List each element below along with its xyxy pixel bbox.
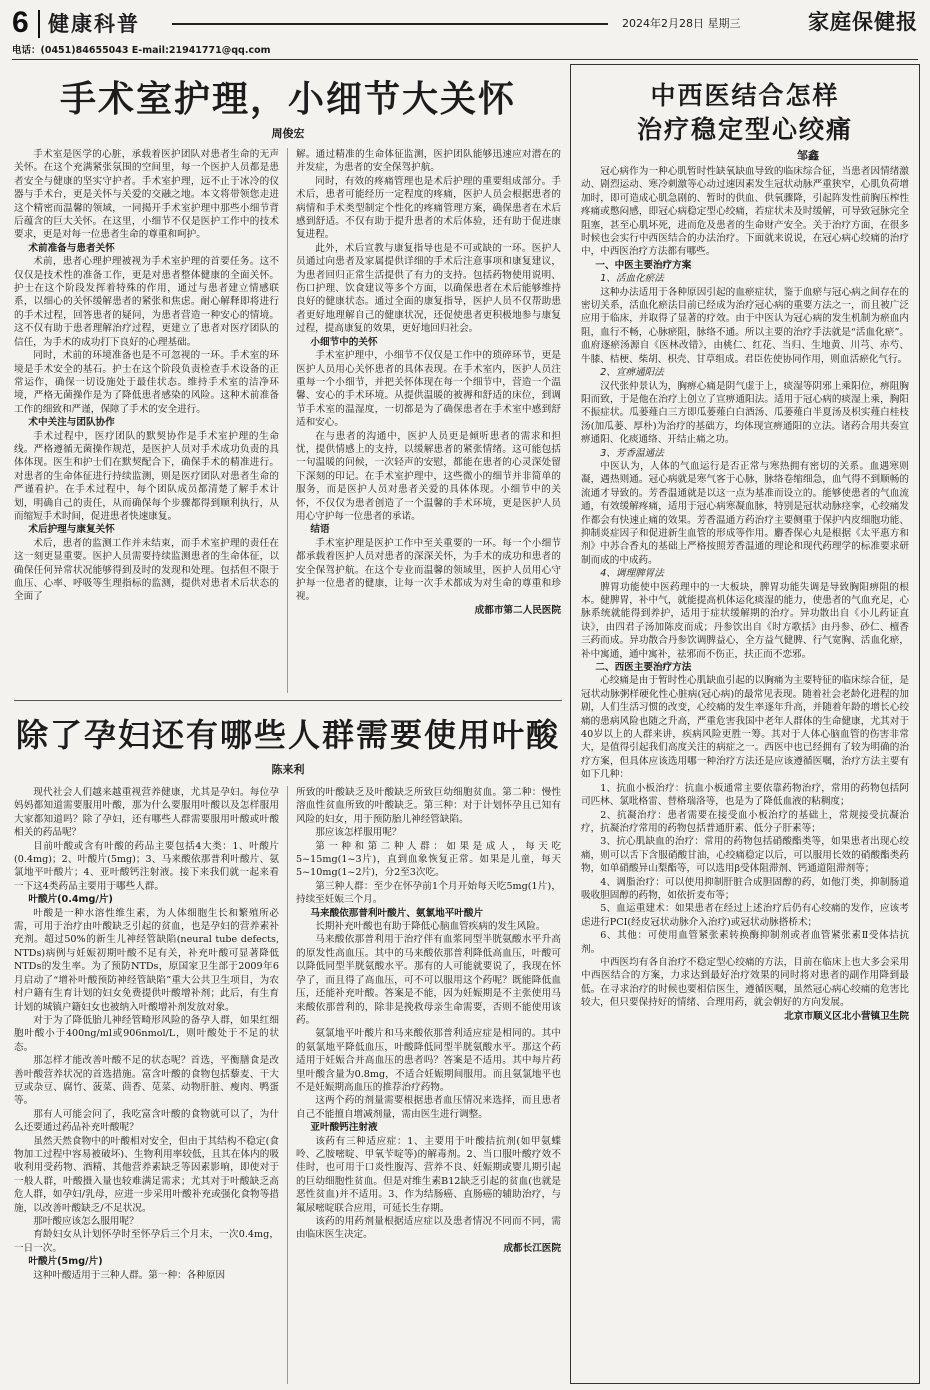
- source-credit: 成都长江医院: [503, 1242, 561, 1254]
- sub-subheading: 1、活血化瘀法: [600, 273, 664, 285]
- paragraph: 氨氯地平叶酸片和马来酸依那普利适应症是相同的。其中的氨氯地平降低血压，叶酸降低同型半胱氨酸水平。那这个药适用于妊娠合并高血压的患者吗？答案是不适用。其中每片药里叶酸含量为0.8mg，不适合妊娠期间服用。而且氨氯地平也不是妊娠期高血压的推荐治疗药物。: [296, 1028, 561, 1093]
- masthead-separator: [38, 10, 40, 38]
- sub-subheading: 2、宣痹通阳法: [600, 367, 664, 379]
- paragraph: 那应该怎样服用呢？: [315, 827, 402, 839]
- subheading: 一、中医主要治疗方案: [595, 259, 692, 271]
- subheading: 结语: [310, 524, 330, 536]
- paragraph: 6、其他：可使用血管紧张素转换酶抑制剂或者血管紧张素Ⅱ受体拮抗剂。: [581, 930, 909, 955]
- contact-rule: [12, 59, 918, 60]
- paragraph: 同时，术前的环境准备也是不可忽视的一环。手术室的环境是手术安全的基石。护士在这个阶段负责检查手术设备的正常运作，确保一切设施处于最佳状态。维持手术室的洁净环境，严格无菌操作是为了降低患者感染的风险。这种术前准备工作的细致和严谨，保障了手术的安全进行。: [14, 350, 279, 415]
- paragraph: 这种办法适用于各种原因引起的血瘀症状，鉴于血瘀与冠心病之间存在的密切关系，活血化瘀法目前已经成为治疗冠心病的重要方法之一，而且被广泛应用于临床，并取得了显著的疗效。由于中医认为冠心病的发生机制为瘀血内阻，血行不畅，心脉瘀阻，脉络不通。所以主要的治疗手法就是“活血化瘀”。血府逐瘀汤源自《医林改错》，由桃仁、红花、当归、生地黄、川芎、赤芍、牛膝、桔梗、柴胡、枳壳、甘草组成。君臣佐使协同作用，则血活瘀化气行。: [581, 286, 909, 365]
- paragraph: 虽然天然食物中的叶酸相对安全，但由于其结构不稳定(食物加工过程中容易被破坏)、生物利用率较低，且其在体内的吸收利用受药物、酒精、其他营养素缺乏等因素影响，即使对于一般人群，叶酸摄入量也较难满足需求；尤其对于叶酸缺乏高危人群，如孕妇/乳母，应进一步采用叶酸补充或强化食物等措施，以改善叶酸缺乏/不足状况。: [14, 1135, 279, 1214]
- article2-column-2: [296, 786, 561, 1384]
- paragraph: 目前叶酸或含有叶酸的药品主要包括4大类：1、叶酸片(0.4mg)；2、叶酸片(5mg)；3、马来酸依那普利叶酸片、氨氯地平叶酸片；4、亚叶酸钙注射液。接下来我们就一起来看一下这4类药品主要用于哪些人群。: [14, 840, 279, 892]
- contact-info: 电话：(0451)84655043 E-mail:21941771@qq.com: [12, 45, 271, 56]
- article1-title: 手术室护理，小细节大关怀: [59, 78, 516, 120]
- article2-author: 陈来利: [271, 763, 305, 776]
- paragraph: 现代社会人们越来越重视营养健康，尤其是孕妇。每位孕妈妈都知道需要服用叶酸，那为什么要服用叶酸以及怎样服用大家都知道吗？除了孕妇，还有哪些人群需要服用叶酸或叶酸相关的药品呢？: [14, 787, 279, 839]
- article3-title-line1: 中西医结合怎样: [650, 81, 840, 110]
- article3-box: [570, 64, 920, 1384]
- paragraph: 育龄妇女从计划怀孕时至怀孕后三个月末，一次0.4mg，一日一次。: [14, 1229, 279, 1254]
- paragraph: 长期补充叶酸也有助于降低心脑血管疾病的发生风险。: [315, 921, 546, 933]
- masthead: [12, 6, 918, 42]
- page-number: 6: [12, 6, 29, 39]
- article2-column-1: [14, 786, 279, 1384]
- paragraph: 第三种人群：至少在怀孕前1个月开始每天吃5mg(1片)，持续至妊娠三个月。: [296, 880, 561, 906]
- paragraph: 第一种和第二种人群：如果是成人，每天吃5~15mg(1~3片)，直到血象恢复正常。如果是儿童，每天5~10mg(1~2片)，分2至3次吃。: [296, 840, 561, 879]
- paragraph: 汉代张仲景认为，胸痹心痛是阴气虚于上，痰湿等阴邪上乘阳位，痹阻胸阳而致，于是他在治疗上创立了宣痹通阳法。适用于冠心病的痰湿上乘，胸阳不振症状。瓜蒌薤白三方即瓜蒌薤白白酒汤、瓜蒌薤白半夏汤及枳实薤白桂枝汤(加瓜蒌、厚朴)为治疗的基础方，均体现宣痹通阳的立法。诸药合用共奏宣痹通阳、化痰通络、开结止痛之功。: [581, 380, 909, 446]
- article3-body: [581, 165, 909, 1377]
- paragraph: 4、调脂治疗：可以使用抑制肝脏合成胆固醇的药，如他汀类，抑制肠道吸收胆固醇的药物，如依折麦布等；: [581, 876, 909, 901]
- paragraph: 该药的用药剂量根据适应症以及患者情况不同而不同，需由临床医生决定。: [296, 1216, 561, 1241]
- newspaper-name: 家庭保健报: [808, 9, 918, 34]
- paragraph: 1、抗血小板治疗：抗血小板通常主要依靠药物治疗，常用的药物包括阿司匹林、氯吡格雷、替格瑞洛等，也是为了降低血液的粘稠度；: [581, 782, 909, 808]
- paragraph: 手术室护理中，小细节不仅仅是工作中的琐碎环节，更是医护人员用心关怀患者的具体表现。在手术室内，医护人员注重每一个小细节，并把关怀体现在每一个细节中，营造一个温馨、安心的手术环境。从提供温暖的被褥和舒适的床位，到调节手术室的温湿度，一切都是为了确保患者在手术室中感到舒适和安心。: [296, 350, 561, 429]
- paragraph: 2、抗凝治疗：患者需要在接受血小板治疗的基础上，常规接受抗凝治疗，抗凝治疗常用的药物包括普通肝素、低分子肝素等；: [581, 809, 909, 834]
- paragraph: 术前，患者心理护理被视为手术室护理的首要任务。这不仅仅是技术性的准备工作，更是对患者整体健康的全面关怀。护士在这个阶段发挥着特殊的作用，通过与患者建立情感联系，以细心的关怀缓解患者的紧张和焦虑。耐心解释即将进行的手术过程，回答患者的疑问，为患者营造一种安心的情境。这不仅有助于患者理解治疗过程，更建立了患者对医疗团队的信任，为手术的成功打下良好的心理基础。: [14, 256, 279, 348]
- sub-subheading: 3、芳香温通法: [600, 447, 664, 459]
- paragraph: 那怎样才能改善叶酸不足的状态呢？首选，平衡膳食是改善叶酸营养状况的首选措施。富含叶酸的食物包括藜麦、干大豆或杂豆、腐竹、菠菜、茴香、苋菜、动物肝脏、瘦肉、鸭蛋等。: [14, 1055, 279, 1107]
- paragraph: 中医认为，人体的气血运行是否正常与寒热拥有密切的关系。血遇寒则凝，遇热则通。冠心病就是寒气客于心脉，脉络卷缩细急，血气得不到顺畅的流通才导致的。芳香温通就是以这一点为基准而设立的。能够使患者的气血流通，有效缓解疼痛，适用于冠心病寒凝血脉，特别是冠状动脉痉挛，心绞痛发作都会有快速止痛的效果。芳香温通方药治疗主要侧重于保护内皮细胞功能、抑制炎症因子和促进新生血管的形成等作用。麝香保心丸是根据《太平惠方和剂》中苏合香丸的基础上严格按照芳香温通的理论和现代药理学的标准要求研制而成的中成药。: [581, 460, 909, 566]
- paragraph: 术后，患者的监测工作并未结束，而手术室护理的责任在这一刻更显重要。医护人员需要持续监测患者的生命体征，以确保任何异常状况能够得到及时的发现和处理。包括但不限于血压、心率、呼吸等生理指标的监测，提供对患者术后状态的全面了: [14, 537, 279, 603]
- subheading: 叶酸片(0.4mg/片): [28, 894, 113, 906]
- paragraph: 这两个药的剂量需要根据患者血压情况来选择，而且患者自己不能擅自增减剂量，需由医生进行调整。: [296, 1095, 561, 1120]
- paragraph: 叶酸是一种水溶性维生素，为人体细胞生长和繁殖所必需，可用于治疗由叶酸缺乏引起的贫血，也是孕妇的营养素补充剂。超过50%的新生儿神经管缺陷(neural tube defects, NTDs)病例与妊娠初期叶酸不足有关，补充叶酸可显著降低NTDs的发生率。为了预防NTDs，原国家卫生部于2009年6月启动了“增补叶酸预防神经管缺陷”重大公共卫生项目，为农村户籍有生育计划的妇女免费提供叶酸增补剂；此后，有生育计划的城镇户籍妇女也被纳入叶酸增补剂发放对象。: [14, 907, 279, 1013]
- paragraph: 该药有三种适应症：1、主要用于叶酸拮抗剂(如甲氨蝶呤、乙胺嘧啶、甲氧苄啶等)的解毒剂。2、当口服叶酸疗效不佳时，也可用于口炎性腹泻、营养不良、妊娠期或婴儿期引起的巨幼细胞性贫血。但是对维生素B12缺乏引起的贫血(也就是恶性贫血)并不适用。3、作为结肠癌、直肠癌的辅助治疗，与氟尿嘧啶联合应用，可延长生存期。: [296, 1135, 561, 1214]
- source-credit: 成都市第二人民医院: [474, 604, 561, 616]
- article2-column-divider: [287, 786, 288, 1384]
- masthead-rule: [172, 23, 608, 25]
- paragraph: 对于为了降低胎儿神经管畸形风险的备孕人群，如果红细胞叶酸小于400ng/ml或906nmol/L，则叶酸处于不足的状态。: [14, 1014, 279, 1053]
- paragraph: 解。通过精准的生命体征监测，医护团队能够迅速应对潜在的并发症，为患者的安全保驾护航。: [296, 149, 561, 174]
- issue-date: 2024年2月28日 星期三: [622, 17, 741, 30]
- source-credit: 北京市顺义区北小营镇卫生院: [784, 1010, 909, 1022]
- subheading: 术后护理与康复关怀: [28, 524, 115, 536]
- article3-author: 邹鑫: [797, 149, 819, 162]
- paragraph: 此外，术后宣教与康复指导也是不可或缺的一环。医护人员通过向患者及家属提供详细的手术后注意事项和康复建议，为患者回归正常生活提供了有力的支持。包括药物使用说明、伤口护理、饮食建议等多个方面，以确保患者在术后能够维持良好的健康状态。通过全面的康复指导，医护人员不仅帮助患者更好地理解自己的健康状况，还促使患者更积极地参与康复过程，提高康复的效果，更好地回归社会。: [296, 242, 561, 335]
- subheading: 亚叶酸钙注射液: [310, 1122, 378, 1134]
- paragraph: 马来酸依那普利用于治疗伴有血浆同型半胱氨酸水平升高的原发性高血压。其中的马来酸依那普利降低高血压，叶酸可以降低同型半胱氨酸水平。那有的人可能就要说了，我现在怀孕了，而且得了高血压，可不可以服用这个药呢？既能降低血压，还能补充叶酸。答案是不能，因为妊娠期是不主张使用马来酸依那普利的，除非是挽救母亲生命需要，否则不能使用该药。: [296, 934, 561, 1026]
- paragraph: 中西医均有各自治疗不稳定型心绞痛的方法，目前在临床上也大多会采用中西医结合的方案，力求达到最好治疗效果的同时将对患者的副作用降到最低。在寻求治疗的时候也要相信医生，遵循医嘱，虽然冠心病心绞痛的危害比较大，但只要保持好的情绪、合理用药，就会朝好的方向发展。: [581, 956, 909, 1009]
- article-separator: [14, 700, 562, 701]
- article1-column-divider: [287, 148, 288, 693]
- paragraph: 所致的叶酸缺乏及叶酸缺乏所致巨幼细胞贫血。第二种：慢性溶血性贫血所致的叶酸缺乏。第三种：对于计划怀孕且已知有风险的妇女，用于预防胎儿神经管缺陷。: [296, 787, 561, 825]
- sub-subheading: 4、调理脾胃法: [600, 568, 664, 580]
- article2-title: 除了孕妇还有哪些人群需要使用叶酸: [15, 716, 560, 754]
- paragraph: 冠心病作为一种心肌暂时性缺氧缺血导致的临床综合征，当患者因情绪激动、剧烈运动、寒冷刺激等心动过速因素发生冠状动脉严重狭窄，心肌负荷增加时，即可造成心肌急剧的、暂时的供血、供氧骤降，引起阵发性前胸压榨性疼痛或憋闷感，即冠心病稳定型心绞痛，若症状未及时缓解，可导致冠脉完全阻塞，甚至心肌坏死，进而危及患者的生命财产安全。关于治疗方面，在很多时候也会实行中西医结合的办法治疗。下面就来说说，在冠心病心绞痛的治疗中，中西医治疗方法都有哪些。: [581, 166, 909, 258]
- subheading: 叶酸片(5mg/片): [28, 1256, 103, 1268]
- article3-title-line2: 治疗稳定型心绞痛: [636, 115, 853, 144]
- subheading: 术中关注与团队协作: [28, 417, 115, 429]
- paragraph: 手术室是医学的心脏，承载着医护团队对患者生命的无声关怀。在这个充满紧张氛围的空间里，每一个医护人员都是患者安全与健康的坚实守护者。手术室护理，远不止于冰冷的仪器与手术台，更是关怀与关爱的交融之地。本文将带领您走进这个精密而温馨的领域，一同揭开手术室护理中那些小细节背后蕴含的巨大关怀。在这里，小细节不仅是医护工作中的技术要求，更是对每一位患者生命的尊重和呵护。: [14, 149, 279, 241]
- article1-column-2: [296, 148, 561, 693]
- subheading: 小细节中的关怀: [310, 336, 378, 348]
- paragraph: 同时，有效的疼痛管理也是术后护理的重要组成部分。手术后，患者可能经历一定程度的疼痛，医护人员会根据患者的病情和手术类型制定个性化的疼痛管理方案，确保患者在术后感到舒适。不仅有助于提升患者的术后体验，还有助于促进康复进程。: [296, 175, 561, 241]
- section-name: 健康科普: [48, 11, 140, 36]
- paragraph: 心绞痛是由于暂时性心肌缺血引起的以胸痛为主要特征的临床综合征，是冠状动脉粥样硬化性心脏病(冠心病)的最常见表现。随着社会老龄化进程的加剧，人们生活习惯的改变，心绞痛的发生率逐年升高，并随着年龄的增长心绞痛的患病风险也随之升高，严重危害我国中老年人群体的生命健康，尤其对于40岁以上的人群来讲，疾病风险更胜一筹。其对于人体心脑血管的伤害非常大，是值得引起我们高度关注的病症之一。西医中也已经拥有了较为明确的治疗方案，但具体应该选用哪一种治疗方法还是应该遵循医嘱，治疗方法主要有如下几种：: [581, 675, 909, 781]
- paragraph: 这种叶酸适用于三种人群。第一种：各种原因: [33, 1269, 226, 1281]
- paragraph: 手术室护理是医护工作中至关重要的一环。每一个小细节都承载着医护人员对患者的深深关怀，为手术的成功和患者的安全保驾护航。在这个专业而温馨的领域里，医护人员用心守护每一位患者的健康，让每一次手术都成为对生命的尊重和珍视。: [296, 537, 561, 603]
- paragraph: 3、抗心肌缺血的治疗：常用的药物包括硝酸酯类等，如果患者出现心绞痛，则可以舌下含服硝酸甘油，心绞痛稳定以后，可以服用长效的硝酸酯类药物，如单硝酸异山梨酯等，可以选用β受体阻滞剂、钙通道阻滞剂等；: [581, 836, 909, 875]
- subheading: 术前准备与患者关怀: [28, 242, 115, 254]
- paragraph: 5、血运重建术：如果患者在经过上述治疗后仍有心绞痛的发作，应该考虑进行PCI(经皮冠状动脉介入治疗)或冠状动脉搭桥术；: [581, 903, 909, 928]
- paragraph: 脾胃功能使中医药理中的一大板块，脾胃功能失调是导致胸阳痹阻的根本。健脾胃，补中气，就能提高机体运化痰湿的能力，使患者的气血充足，心脉系统就能得到养护，适用于症状缓解期的治疗。异功散出自《小儿药证直诀》，由四君子汤加陈皮而成；丹参饮出自《时方歌括》由丹参、砂仁、檀香三药而成。异功散合丹参饮调脾益心，全方益气健脾、行气宽胸、活血化瘀，补中寓通，通中寓补，祛邪而不伤正，扶正而不恋邪。: [581, 581, 909, 660]
- paragraph: 手术过程中，医疗团队的默契协作是手术室护理的生命线。严格遵循无菌操作规范，是医护人员对手术成功负责的具体体现。医生和护士们在默契配合下，确保手术的精准进行。对患者的生命体征进行持续监测，则是医疗团队对患者生命的严谨看护。在手术过程中，每个团队成员都清楚了解手术计划，明确自己的责任，从而确保每个步骤都得到顺利执行，从而缩短手术时间，促进患者快速康复。: [14, 430, 279, 522]
- paragraph: 那有人可能会问了，我吃富含叶酸的食物就可以了，为什么还要通过药品补充叶酸呢？: [14, 1108, 279, 1134]
- article1-author: 周俊宏: [271, 127, 305, 140]
- paragraph: 那叶酸应该怎么服用呢？: [33, 1216, 139, 1227]
- paragraph: 在与患者的沟通中，医护人员更是倾听患者的需求和担忧，提供情感上的支持，以缓解患者的紧张情绪。这可能包括一句温暖的问候，一次轻声的安慰，都能在患者的心灵深处留下深刻的印记。在手术室护理中，这些微小的细节并非简单的服务，而是医护人员对患者关爱的具体体现。小细节中的关怀，不仅仅为患者创造了一个温馨的手术环境，更是医护人员用心守护每一位患者的承诺。: [296, 430, 561, 522]
- article1-column-1: [14, 148, 279, 693]
- subheading: 二、西医主要治疗方法: [595, 662, 692, 674]
- subheading: 马来酸依那普利叶酸片、氨氯地平叶酸片: [310, 907, 484, 919]
